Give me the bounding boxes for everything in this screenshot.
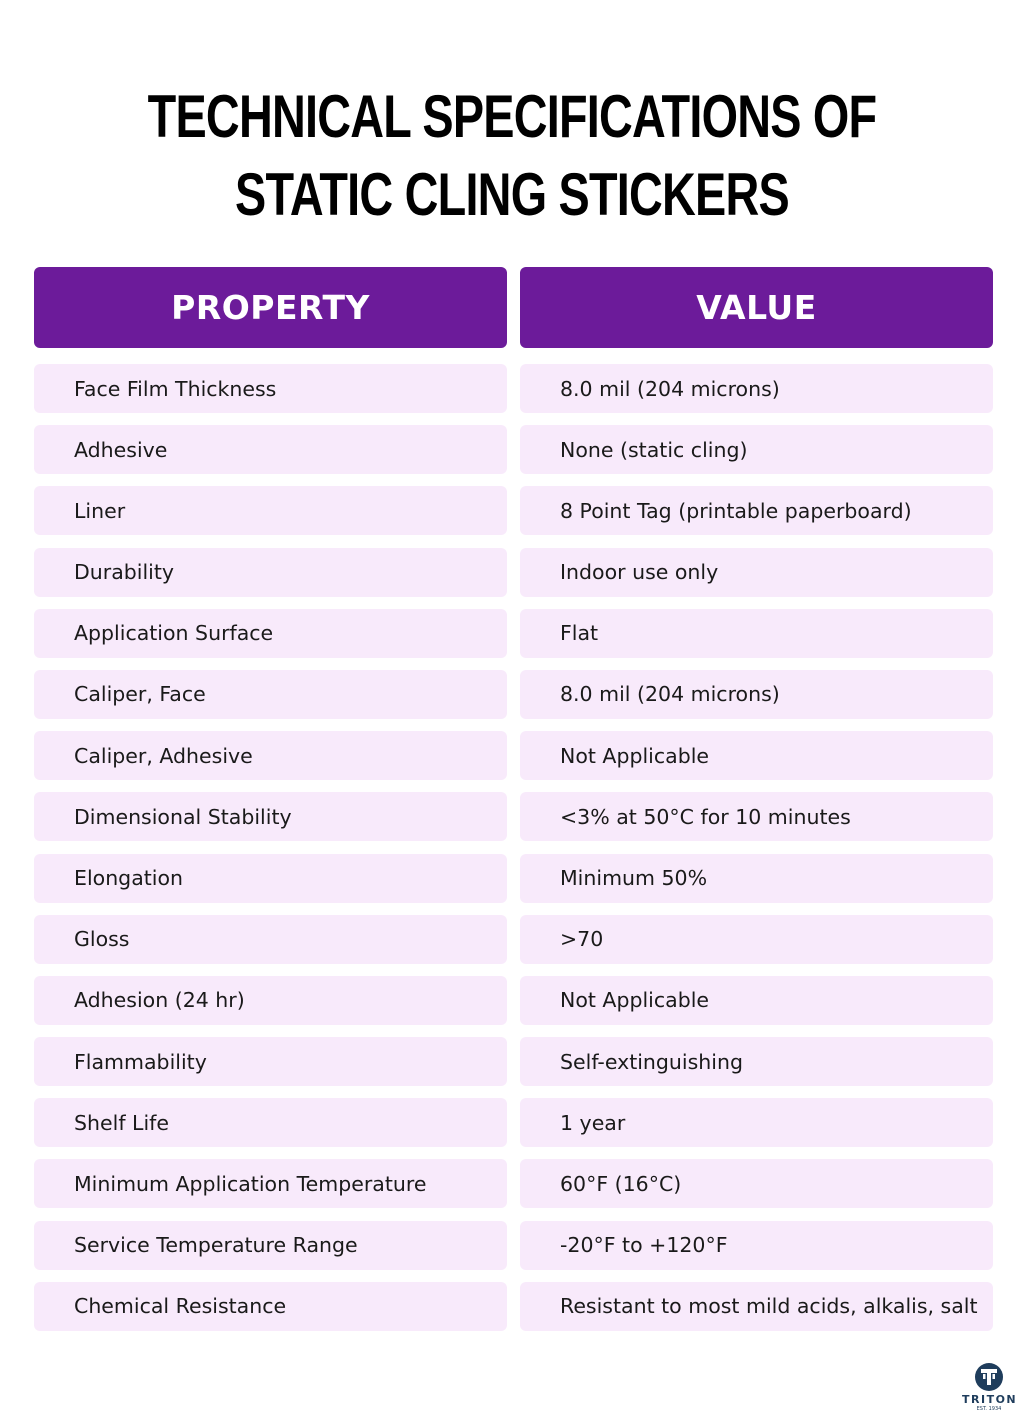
property-cell: Adhesion (24 hr) <box>34 976 507 1025</box>
property-cell: Application Surface <box>34 609 507 658</box>
table-row <box>34 609 993 658</box>
value-cell: Not Applicable <box>520 731 993 780</box>
header-value: VALUE <box>520 267 993 348</box>
value-cell: -20°F to +120°F <box>520 1221 993 1270</box>
title-line-2: STATIC CLING STICKERS <box>235 161 789 228</box>
table-header-row <box>34 267 993 348</box>
value-cell: 8.0 mil (204 microns) <box>520 670 993 719</box>
value-cell: 1 year <box>520 1098 993 1147</box>
logo-brand: TRITON <box>962 1393 1018 1406</box>
property-cell: Adhesive <box>34 425 507 474</box>
table-row <box>34 915 993 964</box>
value-cell: 8.0 mil (204 microns) <box>520 364 993 413</box>
triton-logo-icon <box>974 1362 1004 1392</box>
property-cell: Flammability <box>34 1037 507 1086</box>
value-cell: Self-extinguishing <box>520 1037 993 1086</box>
table-body <box>34 364 993 1331</box>
property-cell: Durability <box>34 548 507 597</box>
value-cell: Indoor use only <box>520 548 993 597</box>
property-cell: Liner <box>34 486 507 535</box>
property-cell: Minimum Application Temperature <box>34 1159 507 1208</box>
value-cell: 60°F (16°C) <box>520 1159 993 1208</box>
triton-logo <box>962 1362 1016 1414</box>
property-cell: Shelf Life <box>34 1098 507 1147</box>
table-row <box>34 976 993 1025</box>
table-row <box>34 1282 993 1331</box>
table-row <box>34 364 993 413</box>
property-cell: Caliper, Adhesive <box>34 731 507 780</box>
table-row <box>34 792 993 841</box>
table-row <box>34 670 993 719</box>
property-cell: Dimensional Stability <box>34 792 507 841</box>
property-cell: Gloss <box>34 915 507 964</box>
table-row <box>34 854 993 903</box>
value-cell: 8 Point Tag (printable paperboard) <box>520 486 993 535</box>
value-cell: Not Applicable <box>520 976 993 1025</box>
header-property: PROPERTY <box>34 267 507 348</box>
value-cell: <3% at 50°C for 10 minutes <box>520 792 993 841</box>
value-cell: Minimum 50% <box>520 854 993 903</box>
value-cell: >70 <box>520 915 993 964</box>
property-cell: Chemical Resistance <box>34 1282 507 1331</box>
table-row <box>34 1221 993 1270</box>
page-title <box>113 78 912 234</box>
table-row <box>34 1159 993 1208</box>
value-cell: Flat <box>520 609 993 658</box>
table-row <box>34 731 993 780</box>
property-cell: Caliper, Face <box>34 670 507 719</box>
value-cell: None (static cling) <box>520 425 993 474</box>
specifications-table <box>34 267 993 1343</box>
title-line-1: TECHNICAL SPECIFICATIONS OF <box>147 83 877 150</box>
table-row <box>34 425 993 474</box>
table-row <box>34 548 993 597</box>
property-cell: Service Temperature Range <box>34 1221 507 1270</box>
property-cell: Elongation <box>34 854 507 903</box>
table-row <box>34 1037 993 1086</box>
table-row <box>34 1098 993 1147</box>
property-cell: Face Film Thickness <box>34 364 507 413</box>
value-cell: Resistant to most mild acids, alkalis, salt <box>520 1282 993 1331</box>
table-row <box>34 486 993 535</box>
logo-tagline: EST. 1934 <box>976 1406 1002 1412</box>
